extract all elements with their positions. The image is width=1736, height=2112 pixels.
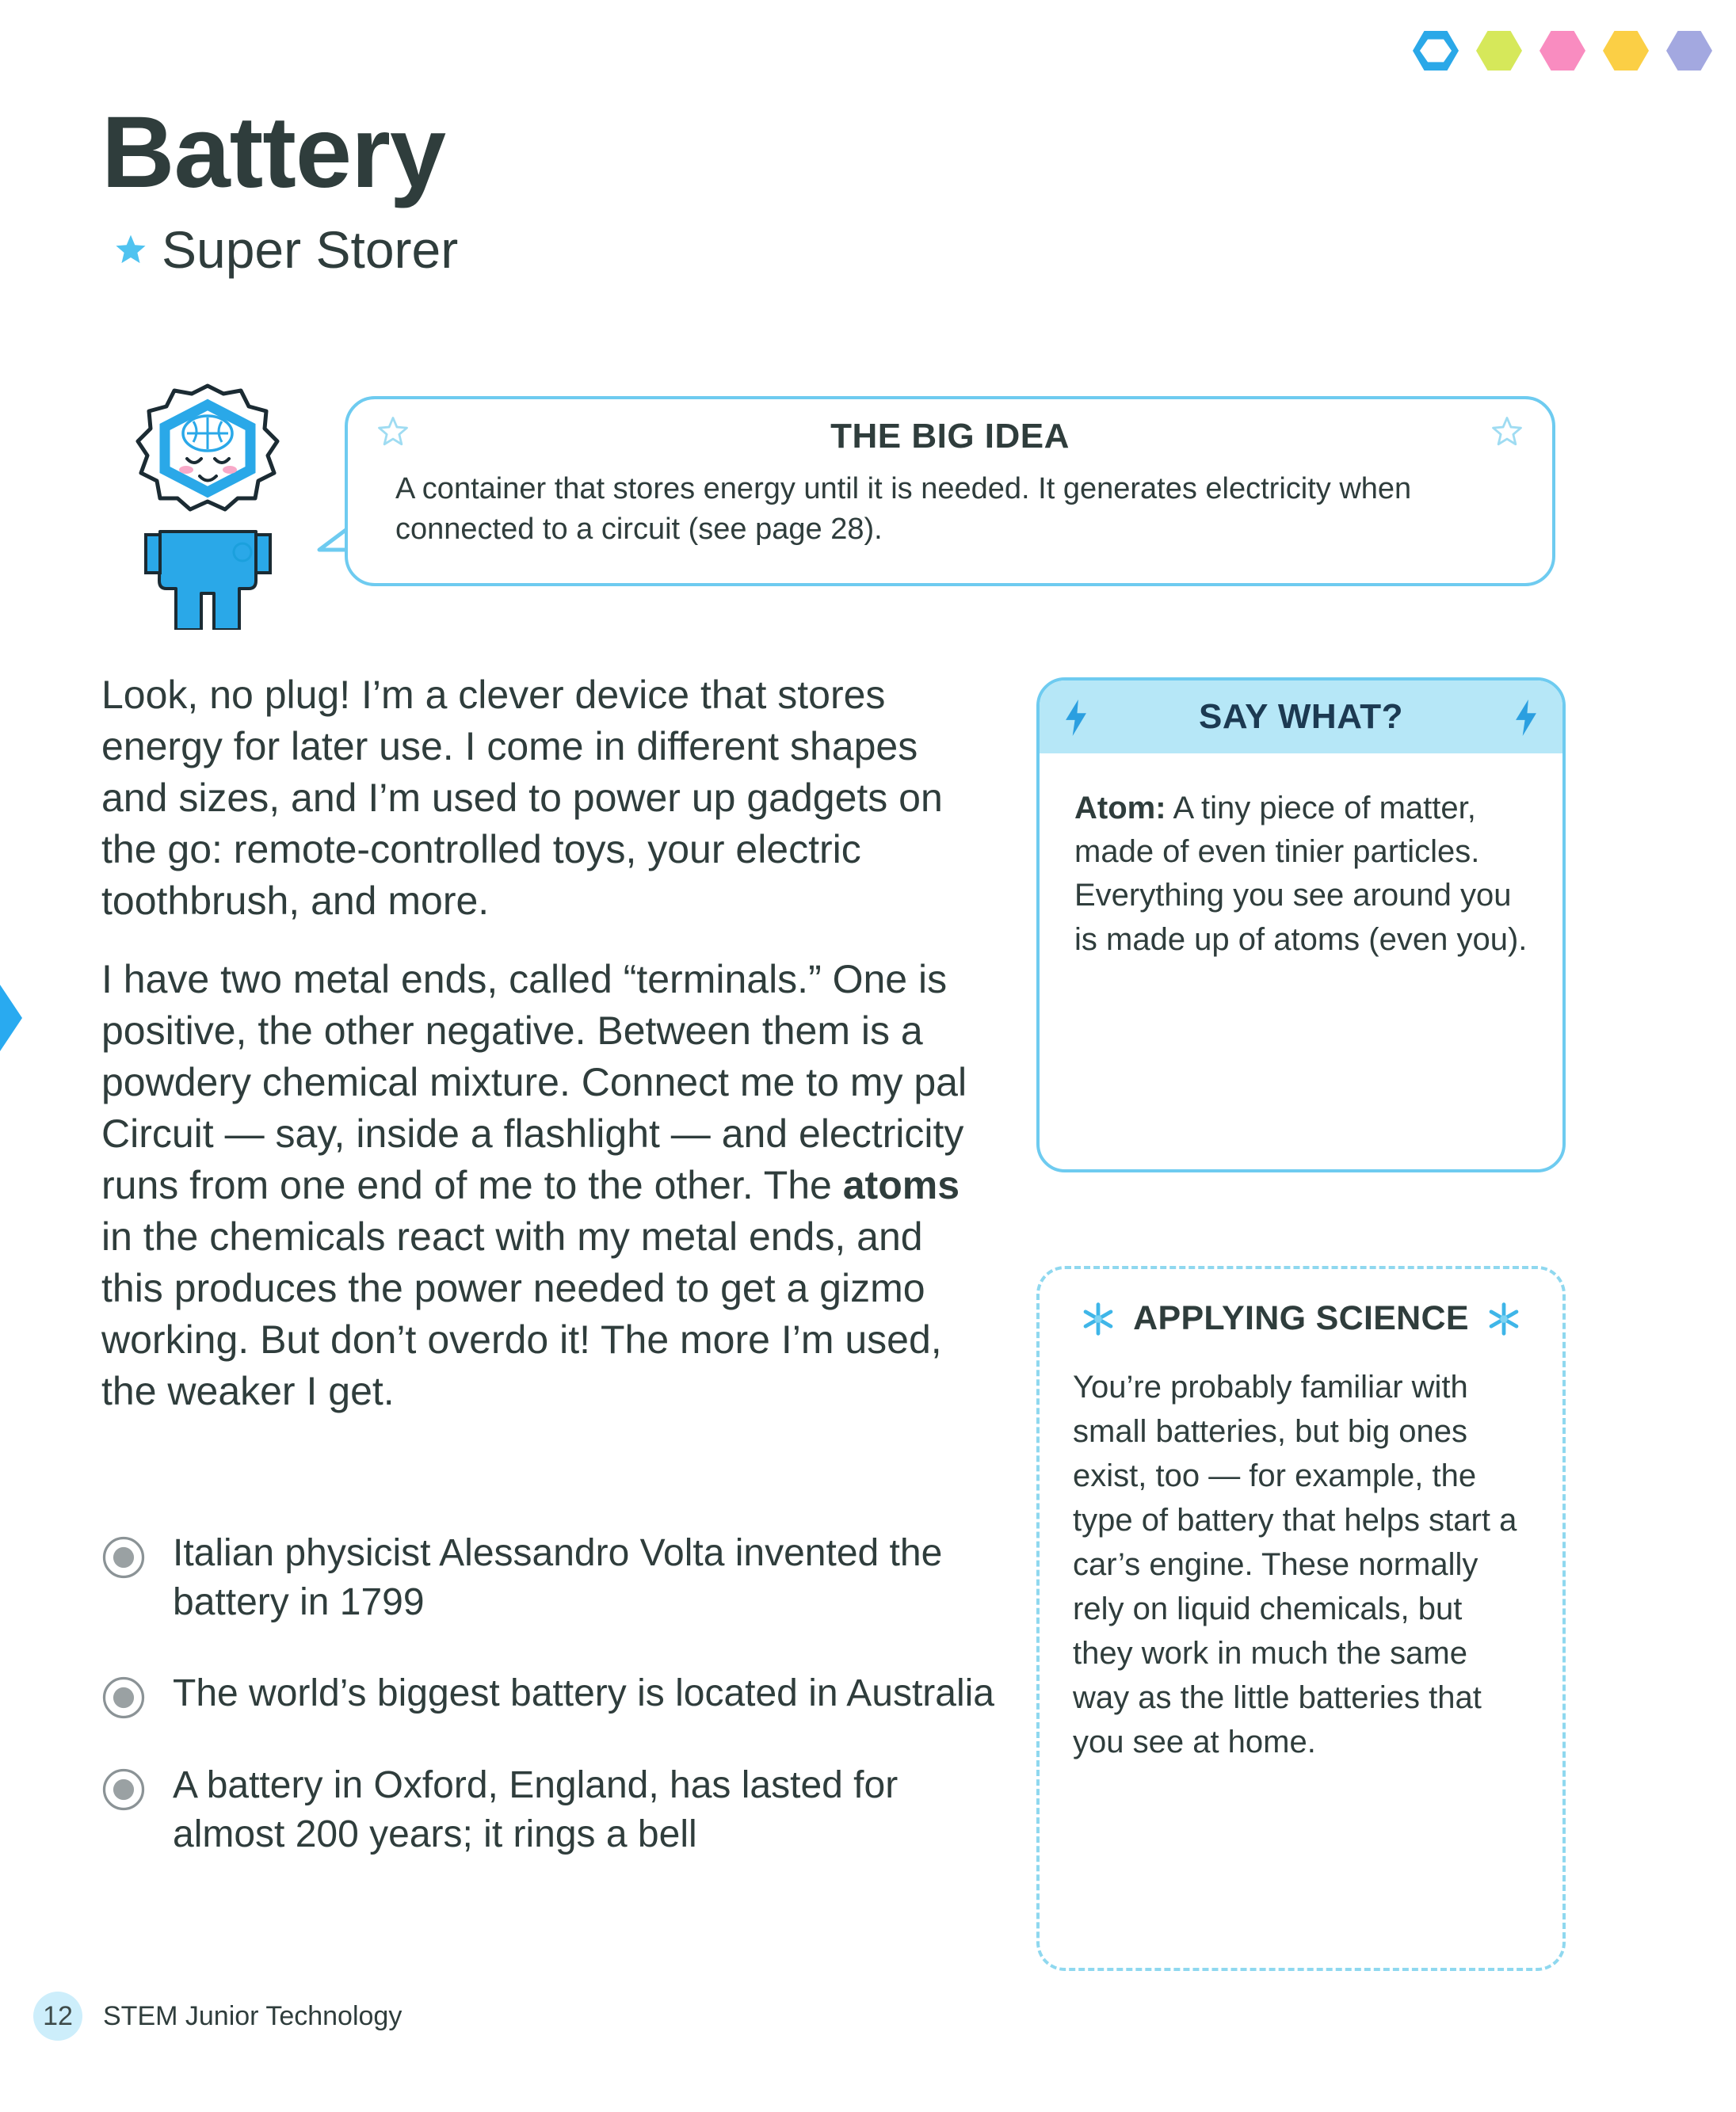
page-title-block (101, 96, 459, 280)
concentric-circle-bullet-icon (101, 1535, 146, 1580)
paragraph-2-part-1: I have two metal ends, called “terminals.” One is positive, the other negative. Between them is a powdery chemical mixture. Connect me to my pal Circuit — say, inside a flashlight — and electricity runs from one end of me to the other. The (101, 957, 967, 1207)
say-what-heading: SAY WHAT? (1199, 697, 1403, 736)
applying-science-panel (1036, 1266, 1566, 1971)
hexagon-periwinkle-icon (1666, 30, 1712, 71)
main-text-column (101, 669, 993, 1444)
applying-science-heading: APPLYING SCIENCE (1133, 1299, 1469, 1337)
lightning-bolt-icon (1512, 700, 1540, 736)
asterisk-snowflake-icon (1081, 1302, 1116, 1336)
list-item (101, 1761, 997, 1860)
say-what-header (1040, 680, 1562, 753)
list-item-label: A battery in Oxford, England, has lasted for almost 200 years; it rings a bell (173, 1763, 899, 1856)
applying-science-body: You’re probably familiar with small batteries, but big ones exist, too — for example, the type of battery that helps start a car’s engine. These normally rely on liquid chemicals, but they work in much the same way as the little batteries that you see at home. (1073, 1370, 1517, 1759)
list-item-label: The world’s biggest battery is located in Australia (173, 1672, 994, 1714)
gear-head-brain-character-icon (111, 376, 305, 630)
page-number-badge: 12 (33, 1992, 82, 2041)
list-item (101, 1529, 997, 1628)
say-what-definition: A tiny piece of matter, made of even tinier particles. Everything you see around you is made up of atoms (even you). (1074, 791, 1528, 957)
star-outline-icon (376, 415, 410, 448)
hexagon-yellow-icon (1603, 30, 1649, 71)
star-icon (114, 233, 147, 266)
concentric-circle-bullet-icon (101, 1675, 146, 1720)
page-subtitle-row (114, 219, 458, 280)
body-paragraph-1: Look, no plug! I’m a clever device that stores energy for later use. I come in different shapes and sizes, and I’m used to power up gadgets on the go: remote-controlled toys, your electric toothbrush, and more. (101, 673, 943, 923)
big-idea-body: A container that stores energy until it is needed. It generates electricity when connected to a circuit (see page 28). (395, 472, 1412, 546)
hexagon-pink-icon (1540, 30, 1585, 71)
list-item-label: Italian physicist Alessandro Volta invented the battery in 1799 (173, 1532, 943, 1624)
say-what-body (1040, 753, 1562, 962)
asterisk-snowflake-icon (1486, 1302, 1521, 1336)
footer-label: STEM Junior Technology (103, 2000, 403, 2031)
hexagon-outline-blue-icon (1413, 30, 1459, 71)
star-outline-icon (1490, 415, 1524, 448)
page-title: Battery (101, 96, 446, 209)
page-subtitle: Super Storer (162, 219, 459, 279)
list-item (101, 1669, 997, 1720)
paragraph-2-part-2: in the chemicals react with my metal ends, and this produces the power needed to get a gizmo working. But don’t overdo it! The more I’m used, the weaker I get. (101, 1214, 942, 1413)
say-what-term: Atom: (1074, 791, 1166, 825)
big-idea-callout (345, 396, 1555, 586)
hexagon-lime-icon (1476, 30, 1522, 71)
page-footer (33, 1992, 402, 2041)
body-paragraph-2 (101, 954, 993, 1417)
hexagon-decor-strip (1413, 30, 1712, 71)
say-what-panel (1036, 677, 1566, 1172)
big-idea-heading: THE BIG IDEA (830, 417, 1070, 456)
chevron-right-icon (0, 943, 48, 1093)
paragraph-2-bold-term: atoms (842, 1163, 960, 1207)
fact-list (101, 1529, 997, 1901)
concentric-circle-bullet-icon (101, 1767, 146, 1812)
applying-science-header (1040, 1299, 1562, 1338)
lightning-bolt-icon (1062, 700, 1090, 736)
